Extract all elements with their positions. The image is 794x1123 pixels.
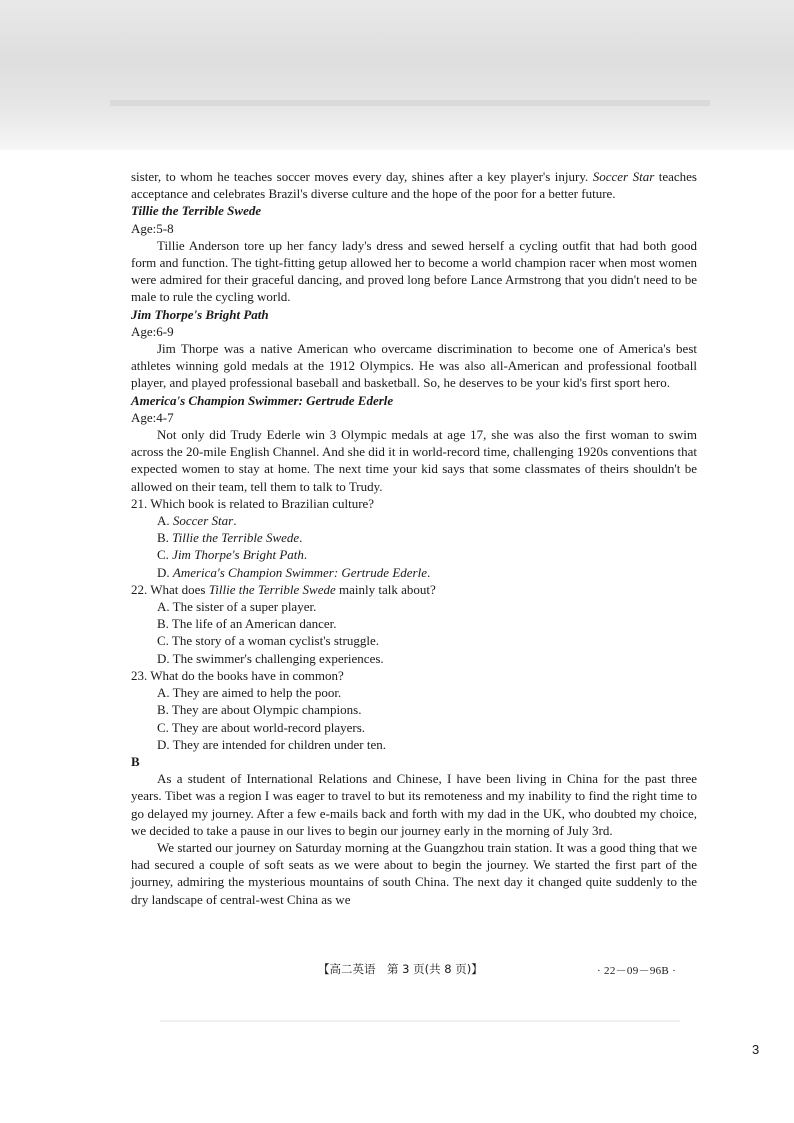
question-23-option-d: D. They are intended for children under ten. — [157, 736, 386, 752]
question-21-option-b: B. Tillie the Terrible Swede. — [157, 530, 303, 546]
question-22-option-d: D. The swimmer's challenging experiences. — [157, 650, 384, 666]
scan-shadow-band — [0, 0, 794, 150]
question-21-option-c: C. Jim Thorpe's Bright Path. — [157, 547, 308, 563]
question-23-stem: 23. What do the books have in common? — [131, 667, 344, 683]
page-footer — [0, 961, 794, 981]
section-b-paragraph-1: As a student of International Relations and Chinese, I have been living in China for the past three years. Tibet was a region I was eager to travel to but its remoteness and my inability to find the right time to go delayed my journey. After a few e-mails back and forth with my dad in the UK, who doubted my choice, we decided to take a pause in our lives to begin our journey early in the morning of July 3rd. — [131, 771, 697, 838]
question-21-option-d: D. America's Champion Swimmer: Gertrude Ederle. — [157, 564, 431, 580]
page-number: 3 — [752, 1042, 760, 1057]
page-content — [131, 168, 697, 908]
question-21-option-a: A. Soccer Star. — [157, 513, 237, 529]
question-23-option-c: C. They are about world-record players. — [157, 719, 366, 735]
book-title-jim-thorpe: Jim Thorpe's Bright Path — [131, 306, 269, 322]
faded-bleed-line — [160, 1020, 680, 1022]
book-desc-jim-thorpe: Jim Thorpe was a native American who overcame discrimination to become one of America's best athletes winning gold medals at the 1912 Olympics. He was also all-American and professional football player, and played professional baseball and basketball. So, he deserves to be your kid's first sport hero. — [131, 341, 697, 391]
question-23-option-b: B. They are about Olympic champions. — [157, 702, 362, 718]
book-title-ederle: America's Champion Swimmer: Gertrude Ederle — [131, 392, 394, 408]
book-age-ederle: Age:4-7 — [131, 409, 174, 425]
scan-streak — [110, 100, 710, 106]
question-22-stem: 22. What does Tillie the Terrible Swede mainly talk about? — [131, 581, 436, 597]
question-23-option-a: A. They are aimed to help the poor. — [157, 685, 342, 701]
book-desc-tillie: Tillie Anderson tore up her fancy lady's dress and sewed herself a cycling outfit that had both good form and function. The tight-fitting getup allowed her to become a world champion racer when most women were admired for their graceful dancing, and proved long before Lance Armstrong that you didn't need to be male to rule the cycling world. — [131, 237, 697, 305]
section-b-heading: B — [131, 753, 140, 769]
question-22-option-b: B. The life of an American dancer. — [157, 616, 337, 632]
intro-paragraph: sister, to whom he teaches soccer moves every day, shines after a key player's injury. Soccer Star teaches acceptance and celebrates Brazil's diverse culture and the hope of the poor for a better future. — [131, 169, 697, 202]
book-title-tillie: Tillie the Terrible Swede — [131, 203, 262, 219]
question-22-option-c: C. The story of a woman cyclist's struggle. — [157, 633, 379, 649]
question-21-stem: 21. Which book is related to Brazilian culture? — [131, 495, 375, 511]
intro-book-title: Soccer Star — [592, 169, 655, 184]
book-desc-ederle: Not only did Trudy Ederle win 3 Olympic medals at age 17, she was also the first woman to swim across the 20-mile English Channel. And she did it in world-record time, challenging 1920s conventions that expected women to stay at home. The next time your kid says that some classmates of theirs shouldn't be allowed on their team, tell them to talk to Trudy. — [131, 427, 697, 494]
book-age-tillie: Age:5-8 — [131, 220, 174, 236]
footer-exam-info: 【高二英语 第 3 页(共 8 页)】 — [318, 962, 483, 976]
section-b-paragraph-2: We started our journey on Saturday morning at the Guangzhou train station. It was a good thing that we had secured a couple of soft seats as we were about to begin the journey. We started the first part of the journey, admiring the mysterious mountains of south China. The next day it changed quite suddenly to the dry landscape of central-west China as we — [131, 839, 697, 907]
book-age-jim-thorpe: Age:6-9 — [131, 323, 174, 339]
footer-code: · 22－09－96B · — [597, 965, 677, 977]
question-22-option-a: A. The sister of a super player. — [157, 599, 317, 615]
